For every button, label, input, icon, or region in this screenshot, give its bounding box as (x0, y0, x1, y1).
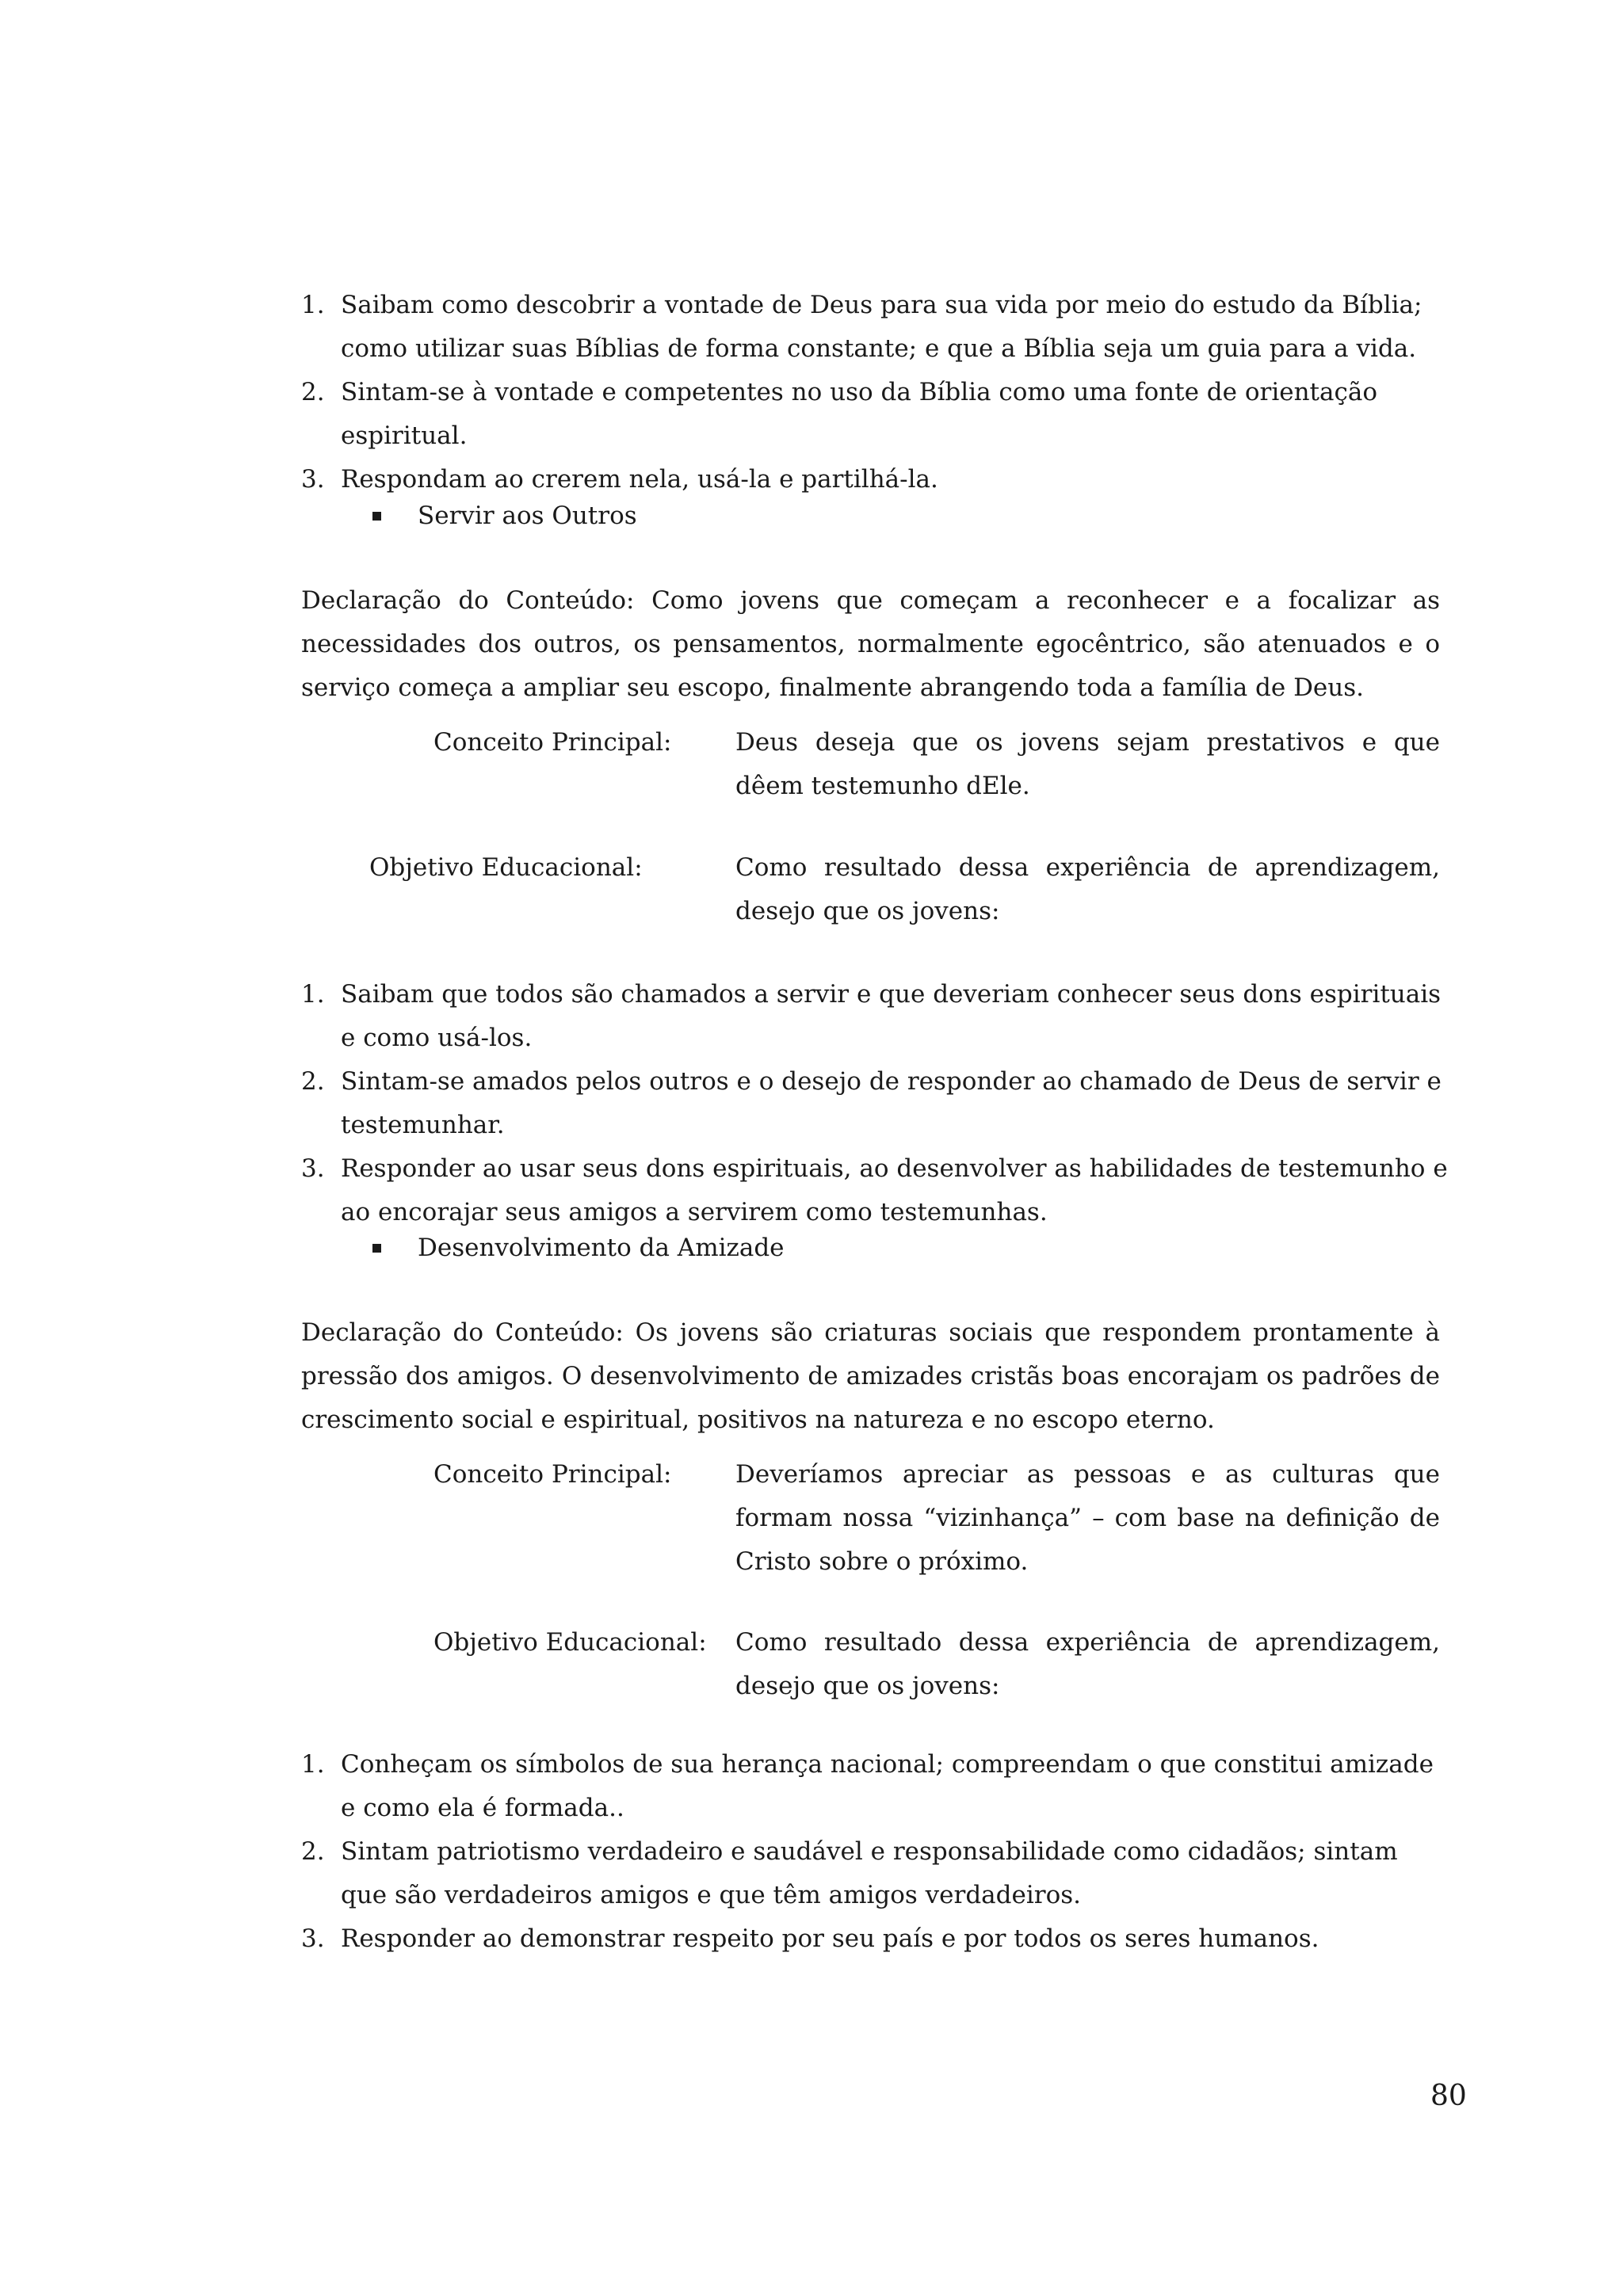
objective-text: Como resultado dessa experiência de aprendizagem, desejo que os jovens: (735, 853, 1440, 925)
list-item-text: Respondam ao crerem nela, usá-la e partilhá-la. (341, 465, 938, 494)
list-item (301, 371, 1450, 458)
list-item (301, 1060, 1450, 1147)
list-item-text: Sintam patriotismo verdadeiro e saudável e responsabilidade como cidadãos; sintam que são verdadeiros amigos e que têm amigos verdadeiros. (341, 1837, 1398, 1909)
objective-label: Objetivo Educacional: (433, 1628, 707, 1657)
list-item-number: 1. (301, 980, 325, 1009)
list-item-number: 1. (301, 291, 325, 319)
list-item (301, 284, 1450, 371)
list-item-number: 3. (301, 1154, 325, 1183)
list-item (301, 1917, 1450, 1961)
list-item-number: 3. (301, 1924, 325, 1953)
list-item-number: 2. (301, 378, 325, 406)
intro-numbered-list (301, 284, 1450, 502)
servir-numbered-list (301, 973, 1450, 1234)
list-item-text: Conheçam os símbolos de sua herança nacional; compreendam o que constitui amizade e como ela é formada.. (341, 1750, 1434, 1822)
objective-text: Como resultado dessa experiência de aprendizagem, desejo que os jovens: (735, 1628, 1440, 1700)
content-declaration: Declaração do Conteúdo: Como jovens que começam a reconhecer e a focalizar as necessidades dos outros, os pensamentos, normalmente egocêntrico, são atenuados e o serviço começa a ampliar seu escopo, finalmente abrangendo toda a família de Deus. (301, 586, 1440, 702)
list-item-text: Saibam como descobrir a vontade de Deus para sua vida por meio do estudo da Bíblia; como utilizar suas Bíblias de forma constante; e que a Bíblia seja um guia para a vida. (341, 291, 1423, 363)
list-item-number: 2. (301, 1067, 325, 1096)
page-number: 80 (1430, 2080, 1467, 2112)
list-item-number: 2. (301, 1837, 325, 1866)
list-item (301, 1743, 1450, 1830)
list-item-text: Sintam-se amados pelos outros e o desejo de responder ao chamado de Deus de servir e testemunhar. (341, 1067, 1442, 1139)
section-heading-text: Servir aos Outros (418, 502, 637, 530)
list-item-number: 1. (301, 1750, 325, 1779)
concept-text: Deveríamos apreciar as pessoas e as culturas que formam nossa “vizinhança” – com base na definição de Cristo sobre o próximo. (735, 1460, 1440, 1576)
list-item (301, 973, 1450, 1060)
objective-label: Objetivo Educacional: (369, 853, 643, 882)
list-item-number: 3. (301, 465, 325, 494)
bullet-square-icon (372, 512, 381, 521)
list-item-text: Responder ao usar seus dons espirituais, ao desenvolver as habilidades de testemunho e ao encorajar seus amigos a servirem como testemunhas. (341, 1154, 1448, 1226)
concept-text: Deus deseja que os jovens sejam prestativos e que dêem testemunho dEle. (735, 728, 1440, 800)
amizade-numbered-list (301, 1743, 1450, 1961)
list-item-text: Saibam que todos são chamados a servir e que deveriam conhecer seus dons espirituais e como usá-los. (341, 980, 1442, 1052)
list-item-text: Responder ao demonstrar respeito por seu país e por todos os seres humanos. (341, 1924, 1319, 1953)
content-declaration: Declaração do Conteúdo: Os jovens são criaturas sociais que respondem prontamente à pressão dos amigos. O desenvolvimento de amizades cristãs boas encorajam os padrões de crescimento social e espiritual, positivos na natureza e no escopo eterno. (301, 1318, 1440, 1434)
concept-label: Conceito Principal: (433, 728, 672, 757)
concept-label: Conceito Principal: (433, 1460, 672, 1489)
list-item (301, 1147, 1450, 1234)
list-item-text: Sintam-se à vontade e competentes no uso da Bíblia como uma fonte de orientação espiritual. (341, 378, 1377, 450)
bullet-square-icon (372, 1244, 381, 1253)
list-item (301, 1830, 1450, 1917)
section-heading-text: Desenvolvimento da Amizade (418, 1234, 785, 1262)
